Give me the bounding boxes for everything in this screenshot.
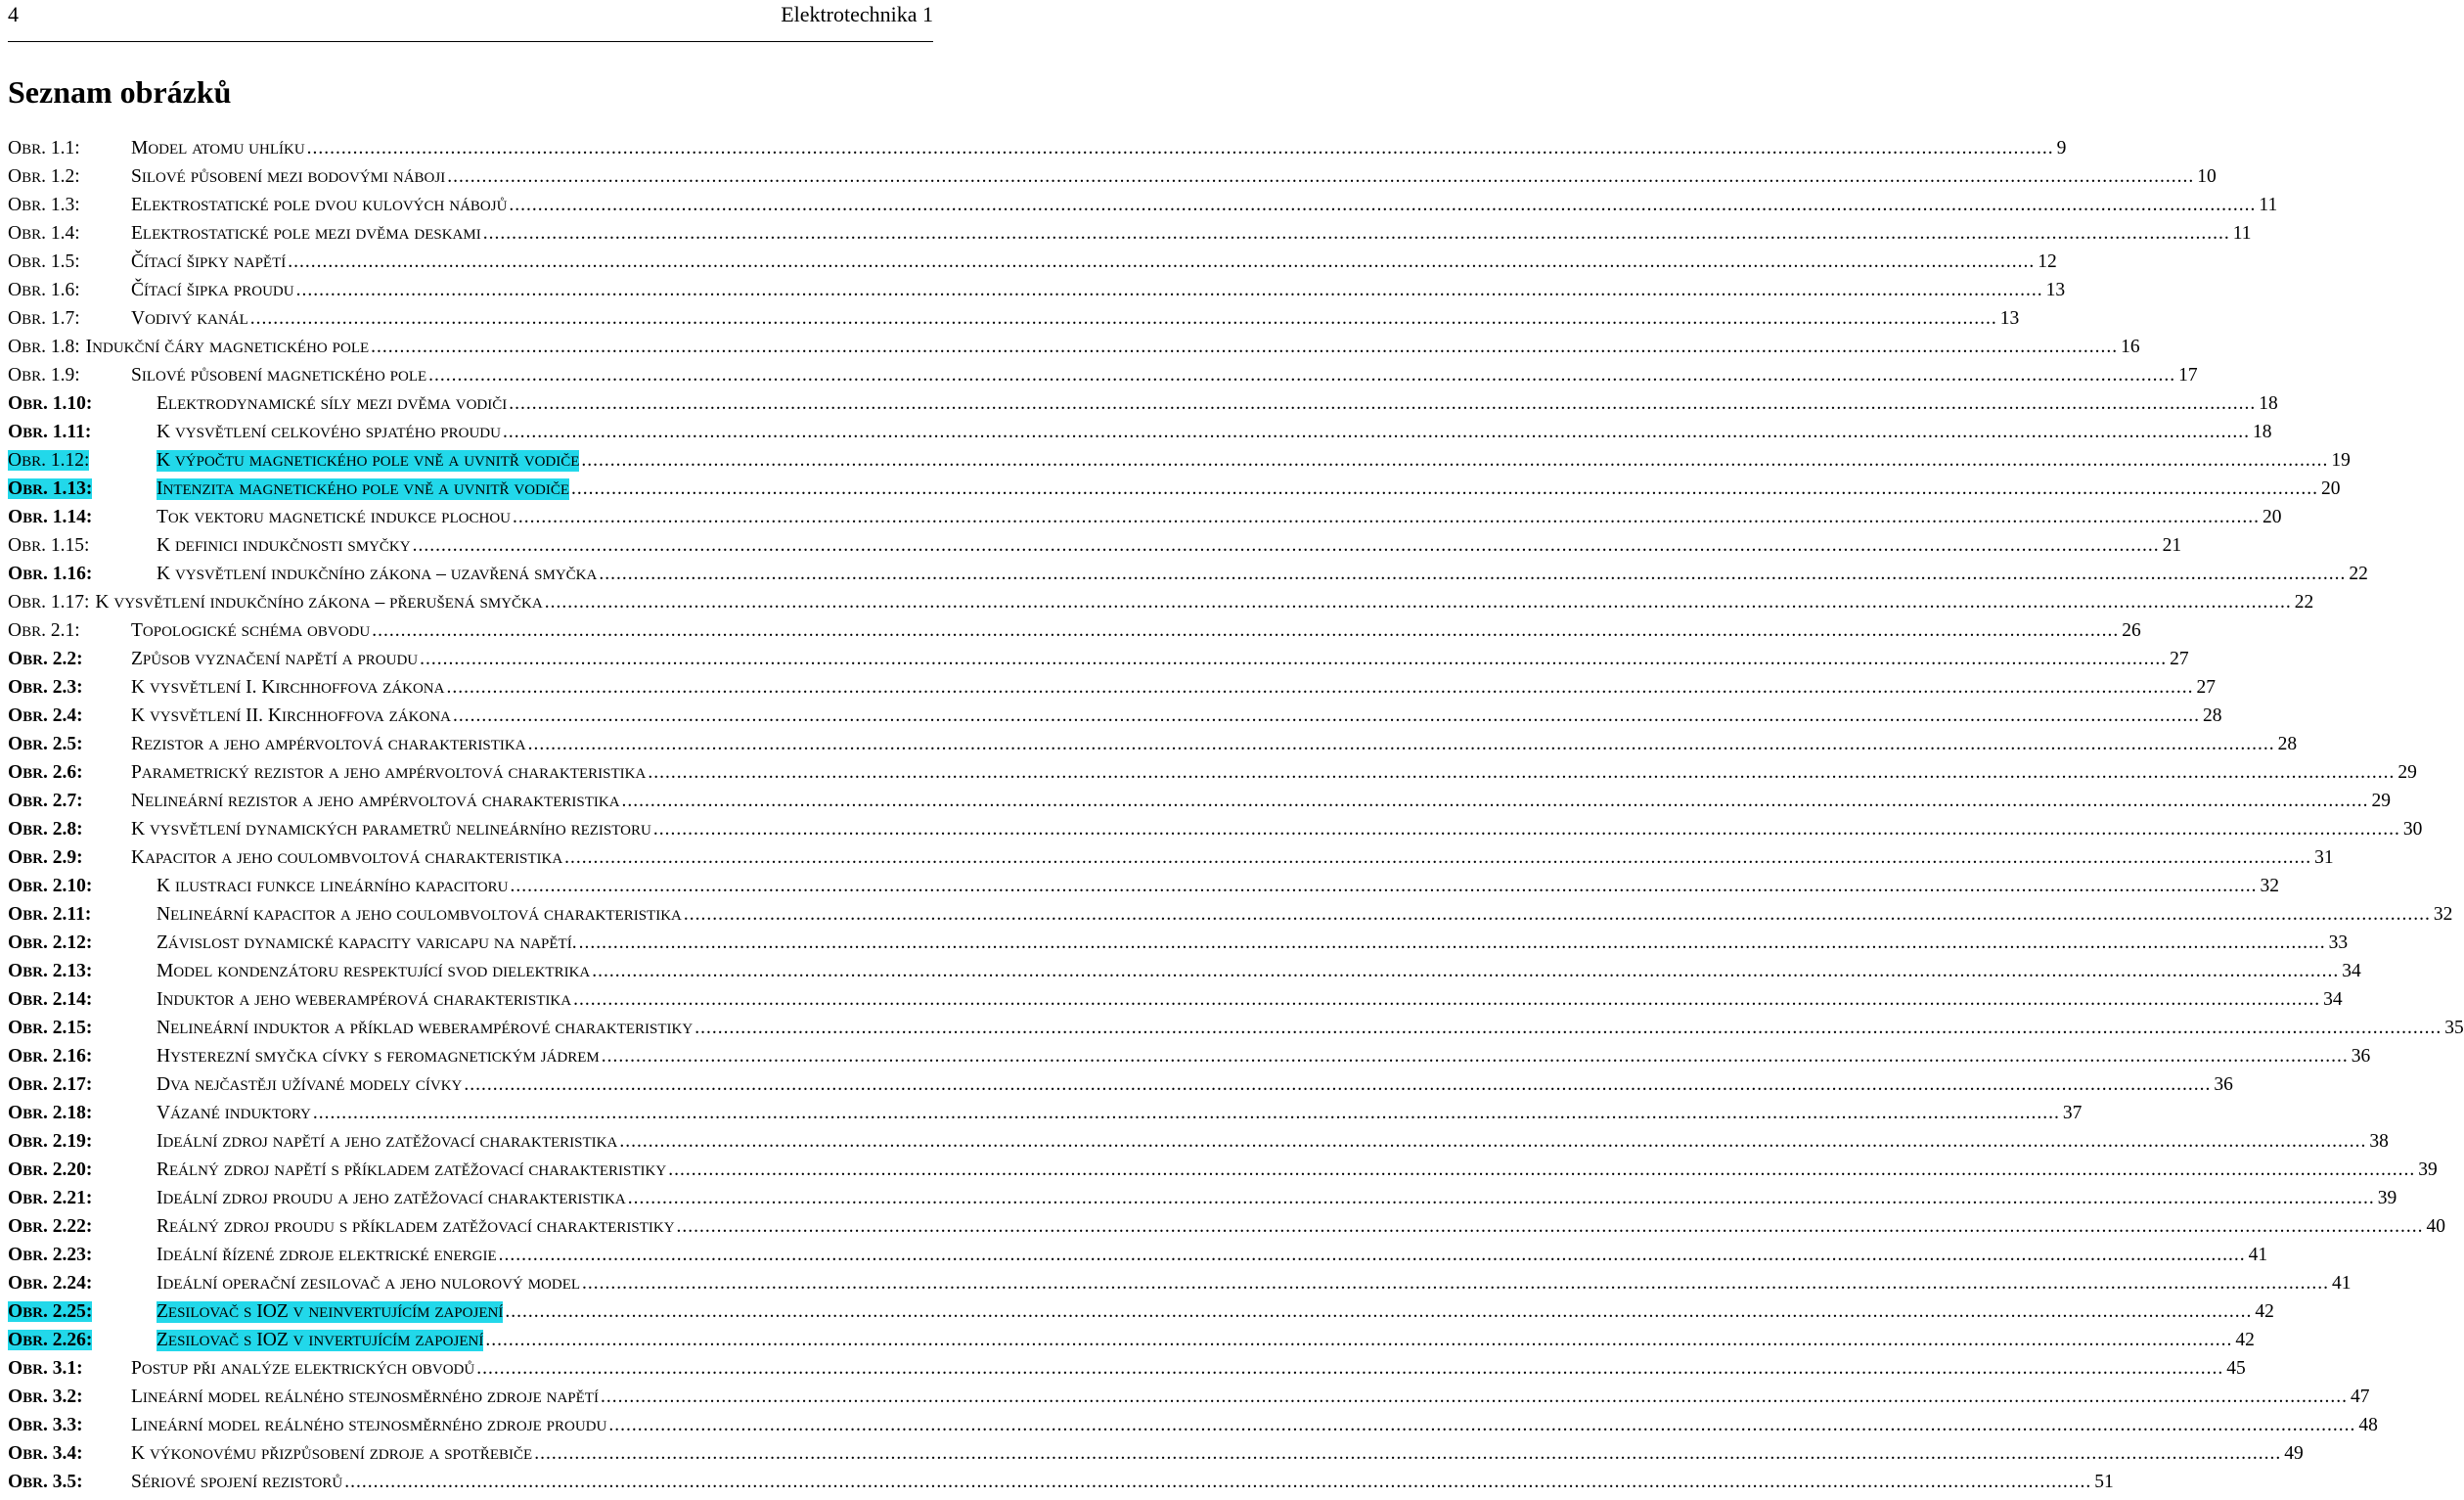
page-ref: 41 <box>2332 1273 2352 1294</box>
figure-number: OBR. 1.2: <box>8 166 80 187</box>
figure-title: ELEKTROSTATICKÉ POLE MEZI DVĚMA DESKAMI <box>131 223 481 244</box>
figure-number: OBR. 2.4: <box>8 705 83 726</box>
toc-entry[interactable] <box>8 393 2278 422</box>
page-ref: 20 <box>2262 507 2282 527</box>
figure-number: OBR. 1.5: <box>8 251 80 272</box>
figure-title: HYSTEREZNÍ SMYČKA CÍVKY S FEROMAGNETICKÝM JÁDREM <box>157 1046 600 1067</box>
figure-number: OBR. 2.20: <box>8 1159 93 1180</box>
figure-title: K VYSVĚTLENÍ CELKOVÉHO SPJATÉHO PROUDU <box>157 422 501 442</box>
toc-entry[interactable] <box>8 308 2020 337</box>
figure-title: K VYSVĚTLENÍ INDUKČNÍHO ZÁKONA – UZAVŘENÁ SMYČKA <box>157 564 598 584</box>
page-ref: 20 <box>2321 478 2341 499</box>
dot-leader <box>608 1415 2355 1436</box>
toc-entry[interactable] <box>8 1415 2378 1443</box>
figure-title: K VÝPOČTU MAGNETICKÉHO POLE VNĚ A UVNITŘ VODIČE <box>157 450 580 471</box>
figure-title: NELINEÁRNÍ REZISTOR A JEHO AMPÉRVOLTOVÁ CHARAKTERISTIKA <box>131 791 620 811</box>
dot-leader <box>509 195 2256 216</box>
figure-title: IDEÁLNÍ OPERAČNÍ ZESILOVAČ A JEHO NULOROVÝ MODEL <box>157 1273 581 1294</box>
page-ref: 29 <box>2397 762 2417 783</box>
figure-number: OBR. 2.9: <box>8 847 83 868</box>
toc-entry[interactable] <box>8 847 2334 876</box>
toc-entry[interactable] <box>8 337 2140 365</box>
dot-leader <box>313 1103 2060 1124</box>
toc-entry[interactable] <box>8 280 2066 308</box>
dot-leader <box>372 620 2119 642</box>
page-ref: 47 <box>2350 1386 2370 1407</box>
page-ref: 12 <box>2038 251 2057 272</box>
figure-number: OBR. 3.2: <box>8 1386 83 1407</box>
figure-title: REZISTOR A JEHO AMPÉRVOLTOVÁ CHARAKTERISTIKA <box>131 734 526 754</box>
page-number: 4 <box>8 2 19 26</box>
dot-leader <box>499 1245 2246 1266</box>
dot-leader <box>545 592 2292 614</box>
figure-title: ČÍTACÍ ŠIPKA PROUDU <box>131 280 294 300</box>
page-ref: 39 <box>2377 1188 2397 1208</box>
page-ref: 42 <box>2255 1301 2274 1322</box>
figure-number: OBR. 2.6: <box>8 762 83 783</box>
figure-number: OBR. 2.21: <box>8 1188 93 1208</box>
dot-leader <box>344 1472 2091 1493</box>
dot-leader <box>485 1330 2232 1351</box>
figure-title: PARAMETRICKÝ REZISTOR A JEHO AMPÉRVOLTOVÁ CHARAKTERISTIKA <box>131 762 647 783</box>
page-ref: 21 <box>2162 535 2182 556</box>
figure-title: ZESILOVAČ S IOZ V INVERTUJÍCÍM ZAPOJENÍ <box>157 1330 484 1350</box>
dot-leader <box>513 507 2260 528</box>
figure-title: LINEÁRNÍ MODEL REÁLNÉHO STEJNOSMĚRNÉHO ZDROJE PROUDU <box>131 1415 607 1435</box>
toc-entry[interactable] <box>8 677 2216 705</box>
toc-entry[interactable] <box>8 138 2067 166</box>
page-ref: 31 <box>2314 847 2334 868</box>
dot-leader <box>684 904 2431 926</box>
figure-number: OBR. 2.22: <box>8 1216 93 1237</box>
toc-entry[interactable] <box>8 507 2282 535</box>
figure-number: OBR. 2.14: <box>8 989 93 1010</box>
figure-number: OBR. 3.5: <box>8 1472 83 1492</box>
dot-leader <box>250 308 1997 330</box>
figure-number: OBR. 2.12: <box>8 932 93 953</box>
toc-entry[interactable] <box>8 1103 2083 1131</box>
figure-number: OBR. 2.26: <box>8 1330 93 1350</box>
toc-entry[interactable] <box>8 166 2217 195</box>
figure-title: MODEL KONDENZÁTORU RESPEKTUJÍCÍ SVOD DIELEKTRIKA <box>157 961 591 981</box>
page-ref: 32 <box>2433 904 2453 925</box>
figure-number: OBR. 1.12: <box>8 450 90 471</box>
figure-number: OBR. 2.13: <box>8 961 93 981</box>
page-ref: 13 <box>1999 308 2020 329</box>
figure-title: NELINEÁRNÍ INDUKTOR A PŘÍKLAD WEBERAMPÉROVÉ CHARAKTERISTIKY <box>157 1018 694 1038</box>
toc-entry[interactable] <box>8 365 2198 393</box>
page-ref: 36 <box>2214 1074 2233 1095</box>
figure-title: ZESILOVAČ S IOZ V NEINVERTUJÍCÍM ZAPOJENÍ <box>157 1301 504 1322</box>
figure-number: OBR. 2.1: <box>8 620 80 641</box>
figure-title: TOK VEKTORU MAGNETICKÉ INDUKCE PLOCHOU <box>157 507 511 527</box>
page-ref: 37 <box>2062 1103 2083 1123</box>
figure-title: SÉRIOVÉ SPOJENÍ REZISTORŮ <box>131 1472 343 1492</box>
figure-number: OBR. 2.5: <box>8 734 83 754</box>
figure-title: TOPOLOGICKÉ SCHÉMA OBVODU <box>131 620 371 641</box>
page-ref: 18 <box>2259 393 2278 414</box>
dot-leader <box>653 819 2400 841</box>
toc-entry[interactable] <box>8 1216 2446 1245</box>
figure-title: ELEKTROSTATICKÉ POLE DVOU KULOVÝCH NÁBOJŮ <box>131 195 508 215</box>
dot-leader <box>464 1074 2211 1096</box>
page-ref: 33 <box>2328 932 2349 953</box>
dot-leader <box>677 1216 2424 1238</box>
figure-title: LINEÁRNÍ MODEL REÁLNÉHO STEJNOSMĚRNÉHO ZDROJE NAPĚTÍ <box>131 1386 599 1407</box>
dot-leader <box>668 1159 2415 1181</box>
figure-number: OBR. 2.3: <box>8 677 83 698</box>
figure-title: POSTUP PŘI ANALÝZE ELEKTRICKÝCH OBVODŮ <box>131 1358 475 1379</box>
page-ref: 39 <box>2418 1159 2438 1180</box>
dot-leader <box>579 932 2326 954</box>
page-ref: 9 <box>2056 138 2067 159</box>
figure-number: OBR. 1.11: <box>8 422 92 442</box>
page-ref: 26 <box>2122 620 2141 641</box>
figure-title: NELINEÁRNÍ KAPACITOR A JEHO COULOMBVOLTOVÁ CHARAKTERISTIKA <box>157 904 682 925</box>
dot-leader <box>447 166 2194 188</box>
figure-number: OBR. 2.17: <box>8 1074 93 1095</box>
figure-number: OBR. 2.10: <box>8 876 93 896</box>
figure-number: OBR. 1.14: <box>8 507 93 527</box>
toc-entry[interactable] <box>8 1188 2397 1216</box>
page-ref: 18 <box>2252 422 2272 442</box>
page-ref: 36 <box>2351 1046 2371 1067</box>
dot-leader <box>628 1188 2375 1209</box>
figure-title: SILOVÉ PŮSOBENÍ MAGNETICKÉHO POLE <box>131 365 427 386</box>
page-title: Seznam obrázků <box>8 74 232 110</box>
dot-leader <box>288 251 2035 273</box>
dot-leader <box>599 564 2346 585</box>
figure-title: MODEL ATOMU UHLÍKU <box>131 138 305 159</box>
dot-leader <box>648 762 2395 784</box>
figure-title: INDUKTOR A JEHO WEBERAMPÉROVÁ CHARAKTERISTIKA <box>157 989 572 1010</box>
dot-leader <box>483 223 2230 245</box>
figure-title: IDEÁLNÍ ZDROJ NAPĚTÍ A JEHO ZATĚŽOVACÍ CHARAKTERISTIKA <box>157 1131 618 1152</box>
figure-number: OBR. 2.25: <box>8 1301 93 1322</box>
figure-title: IDEÁLNÍ ŘÍZENÉ ZDROJE ELEKTRICKÉ ENERGIE <box>157 1245 497 1265</box>
figure-number: OBR. 1.3: <box>8 195 80 215</box>
running-title: Elektrotechnika 1 <box>781 2 933 26</box>
dot-leader <box>581 450 2328 472</box>
page-header <box>8 0 933 42</box>
dot-leader <box>619 1131 2366 1153</box>
dot-leader <box>694 1018 2442 1039</box>
toc-entry[interactable] <box>8 564 2368 592</box>
toc-entry[interactable] <box>8 1018 2464 1046</box>
figure-number: OBR. 3.4: <box>8 1443 83 1464</box>
page-ref: 22 <box>2294 592 2314 613</box>
page-ref: 27 <box>2170 649 2189 669</box>
figure-number: OBR. 1.13: <box>8 478 93 499</box>
page-ref: 30 <box>2402 819 2423 840</box>
figure-title: ČÍTACÍ ŠIPKY NAPĚTÍ <box>131 251 287 272</box>
figure-number: OBR. 2.2: <box>8 649 83 669</box>
figure-title: K VYSVĚTLENÍ I. KIRCHHOFFOVA ZÁKONA <box>131 677 445 698</box>
toc-entry[interactable] <box>8 819 2423 847</box>
toc-entry[interactable] <box>8 705 2222 734</box>
figure-title: REÁLNÝ ZDROJ NAPĚTÍ S PŘÍKLADEM ZATĚŽOVACÍ CHARAKTERISTIKY <box>157 1159 667 1180</box>
toc-entry[interactable] <box>8 478 2341 507</box>
dot-leader <box>420 649 2167 670</box>
page-ref: 17 <box>2178 365 2198 386</box>
page-ref: 19 <box>2331 450 2351 471</box>
dot-leader <box>622 791 2369 812</box>
dot-leader <box>564 847 2311 869</box>
figure-number: OBR. 1.17: <box>8 592 90 613</box>
dot-leader <box>592 961 2339 982</box>
dot-leader <box>446 677 2193 699</box>
toc-entry[interactable] <box>8 1131 2389 1159</box>
figure-number: OBR. 3.1: <box>8 1358 83 1379</box>
figure-number: OBR. 1.9: <box>8 365 80 386</box>
toc-entry[interactable] <box>8 1443 2304 1472</box>
page-ref: 16 <box>2121 337 2140 357</box>
page-ref: 28 <box>2277 734 2298 754</box>
toc-entry[interactable] <box>8 223 2252 251</box>
dot-leader <box>296 280 2043 301</box>
page-ref: 35 <box>2444 1018 2464 1038</box>
dot-leader <box>428 365 2175 386</box>
dot-leader <box>509 393 2256 415</box>
dot-leader <box>503 422 2250 443</box>
toc-entry[interactable] <box>8 251 2057 280</box>
toc-entry[interactable] <box>8 422 2272 450</box>
page-ref: 32 <box>2260 876 2279 896</box>
figure-title: K VYSVĚTLENÍ INDUKČNÍHO ZÁKONA – PŘERUŠENÁ SMYČKA <box>95 592 543 613</box>
figure-number: OBR. 3.3: <box>8 1415 83 1435</box>
dot-leader <box>602 1046 2349 1068</box>
figure-title: DVA NEJČASTĚJI UŽÍVANÉ MODELY CÍVKY <box>157 1074 463 1095</box>
figure-title: K VYSVĚTLENÍ II. KIRCHHOFFOVA ZÁKONA <box>131 705 451 726</box>
page-ref: 29 <box>2371 791 2392 811</box>
page-ref: 41 <box>2248 1245 2268 1265</box>
page-ref: 49 <box>2284 1443 2304 1464</box>
figure-title: REÁLNÝ ZDROJ PROUDU S PŘÍKLADEM ZATĚŽOVACÍ CHARAKTERISTIKY <box>157 1216 675 1237</box>
toc-entry[interactable] <box>8 734 2298 762</box>
toc-entry[interactable] <box>8 1386 2370 1415</box>
toc-entry[interactable] <box>8 1358 2246 1386</box>
figure-number: OBR. 1.16: <box>8 564 93 584</box>
dot-leader <box>582 1273 2329 1295</box>
page-ref: 45 <box>2226 1358 2246 1379</box>
figure-number: OBR. 2.23: <box>8 1245 93 1265</box>
page-ref: 13 <box>2045 280 2066 300</box>
figure-number: OBR. 2.16: <box>8 1046 93 1067</box>
page-ref: 48 <box>2358 1415 2378 1435</box>
toc-entry[interactable] <box>8 1273 2352 1301</box>
toc-entry[interactable] <box>8 904 2453 932</box>
figure-title: INDUKČNÍ ČÁRY MAGNETICKÉHO POLE <box>85 337 370 357</box>
figure-title: VODIVÝ KANÁL <box>131 308 248 329</box>
toc-entry[interactable] <box>8 961 2361 989</box>
figure-title: ZPŮSOB VYZNAČENÍ NAPĚTÍ A PROUDU <box>131 649 419 669</box>
figure-number: OBR. 1.15: <box>8 535 90 556</box>
figure-title: ELEKTRODYNAMICKÉ SÍLY MEZI DVĚMA VODIČI <box>157 393 508 414</box>
figure-number: OBR. 2.8: <box>8 819 83 840</box>
figure-number: OBR. 2.24: <box>8 1273 93 1294</box>
figure-title: SILOVÉ PŮSOBENÍ MEZI BODOVÝMI NÁBOJI <box>131 166 446 187</box>
toc-entry[interactable] <box>8 649 2189 677</box>
dot-leader <box>510 876 2257 897</box>
toc-entry[interactable] <box>8 1245 2268 1273</box>
figure-number: OBR. 2.11: <box>8 904 92 925</box>
toc-entry[interactable] <box>8 762 2417 791</box>
figure-number: OBR. 2.18: <box>8 1103 93 1123</box>
dot-leader <box>453 705 2200 727</box>
toc-entry[interactable] <box>8 592 2314 620</box>
toc-entry[interactable] <box>8 876 2279 904</box>
figure-title: VÁZANÉ INDUKTORY <box>157 1103 311 1123</box>
figure-title: K ILUSTRACI FUNKCE LINEÁRNÍHO KAPACITORU <box>157 876 509 896</box>
figure-number: OBR. 1.10: <box>8 393 93 414</box>
figure-title: K VÝKONOVÉMU PŘIZPŮSOBENÍ ZDROJE A SPOTŘEBIČE <box>131 1443 533 1464</box>
page-ref: 34 <box>2323 989 2343 1010</box>
page-ref: 40 <box>2426 1216 2446 1237</box>
figure-number: OBR. 2.7: <box>8 791 83 811</box>
page-ref: 22 <box>2349 564 2368 584</box>
list-of-figures <box>8 138 2464 1500</box>
dot-leader <box>534 1443 2281 1465</box>
figure-number: OBR. 2.19: <box>8 1131 93 1152</box>
figure-title: K VYSVĚTLENÍ DYNAMICKÝCH PARAMETRŮ NELINEÁRNÍHO REZISTORU <box>131 819 651 840</box>
dot-leader <box>528 734 2275 755</box>
toc-entry[interactable] <box>8 1046 2371 1074</box>
dot-leader <box>476 1358 2223 1380</box>
dot-leader <box>601 1386 2348 1408</box>
dot-leader <box>371 337 2118 358</box>
dot-leader <box>571 478 2318 500</box>
page-ref: 28 <box>2202 705 2222 726</box>
toc-entry[interactable] <box>8 195 2278 223</box>
figure-title: KAPACITOR A JEHO COULOMBVOLTOVÁ CHARAKTERISTIKA <box>131 847 563 868</box>
page-ref: 38 <box>2369 1131 2389 1152</box>
figure-number: OBR. 1.1: <box>8 138 80 159</box>
page-ref: 11 <box>2232 223 2252 244</box>
figure-number: OBR. 1.6: <box>8 280 80 300</box>
toc-entry[interactable] <box>8 1301 2274 1330</box>
toc-entry[interactable] <box>8 1472 2114 1500</box>
figure-number: OBR. 1.4: <box>8 223 80 244</box>
dot-leader <box>573 989 2320 1011</box>
toc-entry[interactable] <box>8 1074 2233 1103</box>
figure-title: INTENZITA MAGNETICKÉHO POLE VNĚ A UVNITŘ VODIČE <box>157 478 570 499</box>
figure-title: K DEFINICI INDUKČNOSTI SMYČKY <box>157 535 411 556</box>
toc-entry[interactable] <box>8 620 2141 649</box>
figure-title: ZÁVISLOST DYNAMICKÉ KAPACITY VARICAPU NA NAPĚTÍ. <box>157 932 577 953</box>
toc-entry[interactable] <box>8 450 2351 478</box>
dot-leader <box>413 535 2160 557</box>
page-ref: 51 <box>2094 1472 2114 1492</box>
figure-title: IDEÁLNÍ ZDROJ PROUDU A JEHO ZATĚŽOVACÍ CHARAKTERISTIKA <box>157 1188 626 1208</box>
toc-entry[interactable] <box>8 989 2343 1018</box>
dot-leader <box>505 1301 2252 1323</box>
page-ref: 11 <box>2259 195 2278 215</box>
page-ref: 27 <box>2196 677 2216 698</box>
toc-entry[interactable] <box>8 791 2392 819</box>
page-ref: 34 <box>2342 961 2361 981</box>
figure-number: OBR. 2.15: <box>8 1018 93 1038</box>
figure-number: OBR. 1.8: <box>8 337 80 357</box>
toc-entry[interactable] <box>8 932 2349 961</box>
page-ref: 10 <box>2197 166 2217 187</box>
figure-number: OBR. 1.7: <box>8 308 80 329</box>
page-ref: 42 <box>2235 1330 2255 1350</box>
toc-entry[interactable] <box>8 1330 2255 1358</box>
toc-entry[interactable] <box>8 535 2182 564</box>
dot-leader <box>307 138 2054 159</box>
toc-entry[interactable] <box>8 1159 2438 1188</box>
